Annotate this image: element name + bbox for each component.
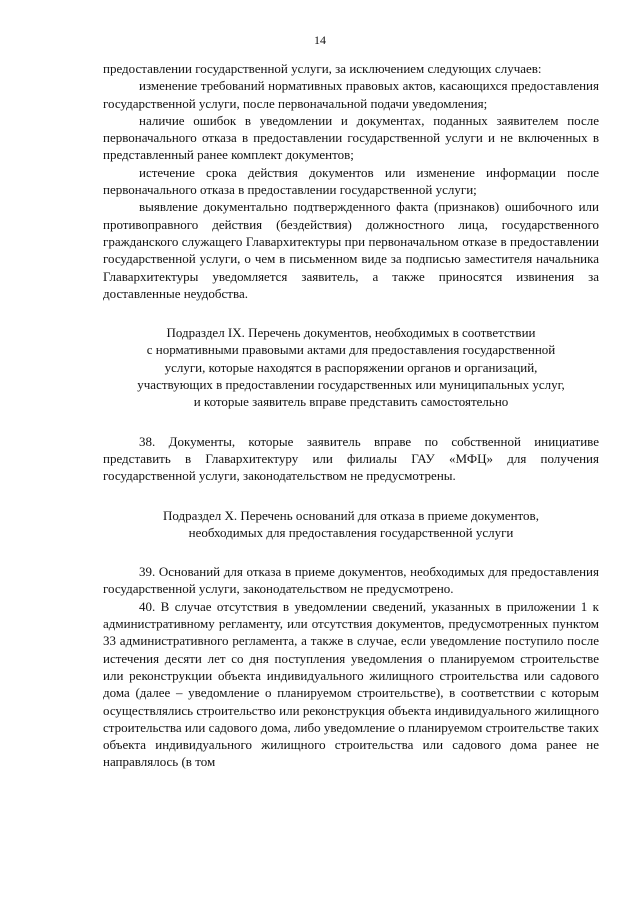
heading-line: с нормативными правовыми актами для предоставления государственной xyxy=(146,342,556,358)
heading-line: Подраздел IX. Перечень документов, необходимых в соответствии xyxy=(166,325,536,341)
paragraph-39: 39. Оснований для отказа в приеме документов, необходимых для предоставления государственной услуги, законодательством не предусмотрено. xyxy=(103,564,599,597)
page-number: 14 xyxy=(314,33,326,47)
list-item: истечение срока действия документов или изменение информации после первоначального отказа в предоставлении государственной услуги; xyxy=(103,164,599,198)
list-item: выявление документально подтвержденного факта (признаков) ошибочного или противоправного действия (бездействия) должностного лица, государственного гражданского служащего Главархитектуры при первоначальном отказе в предоставлении государственной услуги, о чем в письменном виде за подписью заместителя начальника Главархитектуры уведомляется заявитель, а также приносятся извинения за доставленные неудобства. xyxy=(103,199,599,301)
heading-line: услуги, которые находятся в распоряжении органов и организаций, xyxy=(164,359,538,375)
paragraph-40: 40. В случае отсутствия в уведомлении сведений, указанных в приложении 1 к административному регламенту, или отсутствия документов, предусмотренных пунктом 33 административного регламента, а также в случае, если уведомление поступило после истечения десяти лет со дня поступления уведомления о планируемом строительстве или реконструкции объекта индивидуального жилищного строительства или садового дома (далее – уведомление о планируемом строительстве), в соответствии с которым осуществлялись строительство или реконструкция объекта индивидуального жилищного строительства или садового дома, либо уведомление о планируемом строительстве таких объекта индивидуального жилищного строительства или садового дома ранее не направлялось (в том xyxy=(103,598,599,770)
subsection-9-heading xyxy=(103,324,599,410)
heading-line: и которые заявитель вправе представить самостоятельно xyxy=(193,394,509,410)
list-item: изменение требований нормативных правовых актов, касающихся предоставления государственной услуги, после первоначальной подачи уведомления; xyxy=(103,78,599,111)
paragraph-38: 38. Документы, которые заявитель вправе по собственной инициативе представить в Главархитектуру или филиалы ГАУ «МФЦ» для получения государственной услуги, законодательством не предусмотрены. xyxy=(103,433,599,484)
subsection-10-heading xyxy=(103,507,599,542)
heading-line: Подраздел X. Перечень оснований для отказа в приеме документов, xyxy=(163,507,539,523)
paragraph-continuation: предоставлении государственной услуги, за исключением следующих случаев: xyxy=(103,61,542,76)
heading-line: участвующих в предоставлении государственных или муниципальных услуг, xyxy=(137,377,565,393)
document-body xyxy=(103,60,599,771)
list-item: наличие ошибок в уведомлении и документах, поданных заявителем после первоначального отказа в предоставлении государственной услуги и не включенных в представленный ранее комплект документов; xyxy=(103,112,599,163)
heading-line: необходимых для предоставления государственной услуги xyxy=(188,524,514,540)
